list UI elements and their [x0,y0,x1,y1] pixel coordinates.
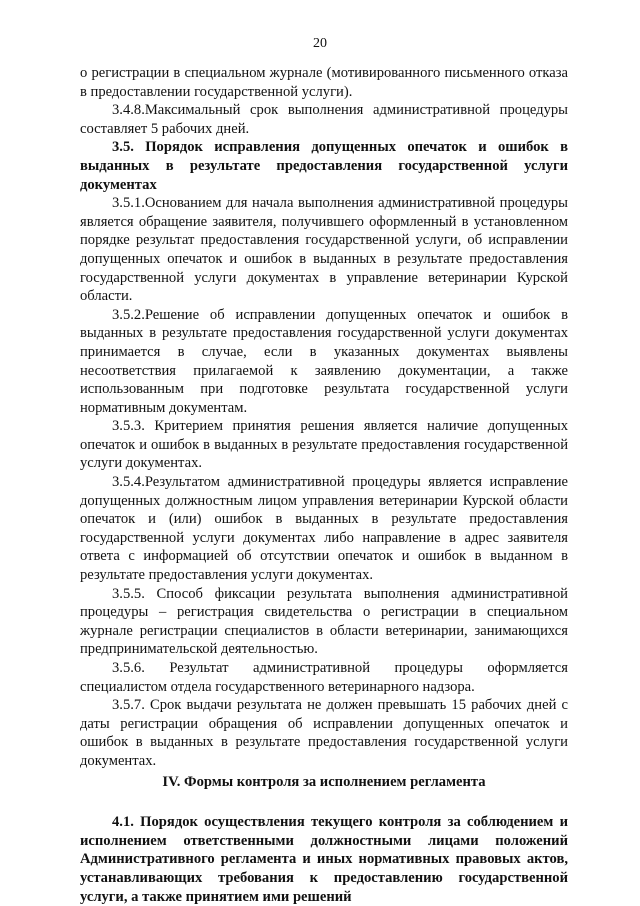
section-heading-4-1: 4.1. Порядок осуществления текущего контроля за соблюдением и исполнением ответственными должностными лицами положений Административного регламента и иных нормативных правовых актов, устанавливающих требования к предоставлению государственной услуги, а также принятием ими решений [80,814,568,905]
paragraph-3-5-6: 3.5.6. Результат административной процедуры оформляется специалистом отдела государственного ветеринарного надзора. [80,660,568,695]
page-number: 20 [313,36,327,51]
spacer [80,791,568,813]
paragraph-3-5-7: 3.5.7. Срок выдачи результата не должен превышать 15 рабочих дней с даты регистрации обращения об исправлении допущенных опечаток и ошибок в выданных в результате предоставления государственной услуги документах. [80,697,568,769]
page-body [80,64,568,906]
paragraph-3-5-1: 3.5.1.Основанием для начала выполнения административной процедуры является обращение заявителя, получившего оформленный в установленном порядке результат предоставления государственной услуги, об исправлении допущенных опечаток и ошибок в выданных в результате предоставления государственной услуги документах в управление ветеринарии Курской области. [80,195,568,305]
paragraph-3-5-5: 3.5.5. Способ фиксации результата выполнения административной процедуры – регистрация свидетельства о регистрации в специальном журнале регистрации специалистов в области ветеринарии, занимающихся предпринимательской деятельностью. [80,585,568,658]
paragraph-3-4-8: 3.4.8.Максимальный срок выполнения административной процедуры составляет 5 рабочих дней. [80,102,568,137]
paragraph-registration-refusal: о регистрации в специальном журнале (мотивированного письменного отказа в предоставлении государственной услуги). [80,65,568,100]
paragraph-3-5-4: 3.5.4.Результатом административной процедуры является исправление допущенных должностным лицом управления ветеринарии Курской области опечаток и (или) ошибок в выданных в результате предоставления государственной услуги документах либо направление в адрес заявителя ответа с информацией об отсутствии опечаток и ошибок в выданном в результате предоставления услуги документах. [80,474,568,584]
paragraph-3-5-2: 3.5.2.Решение об исправлении допущенных опечаток и ошибок в выданных в результате предоставления государственной услуги документах принимается в случае, если в указанных документах выявлены несоответствия прилагаемой к заявлению документации, а также использованным при подготовке результата государственной услуги нормативным документам. [80,306,568,416]
section-heading-3-5: 3.5. Порядок исправления допущенных опечаток и ошибок в выданных в результате предоставления государственной услуги документах [80,139,568,193]
section-heading-iv: IV. Формы контроля за исполнением регламента [162,773,486,790]
paragraph-3-5-3: 3.5.3. Критерием принятия решения является наличие допущенных опечаток и ошибок в выданных в результате предоставления государственной услуги документах. [80,418,568,472]
